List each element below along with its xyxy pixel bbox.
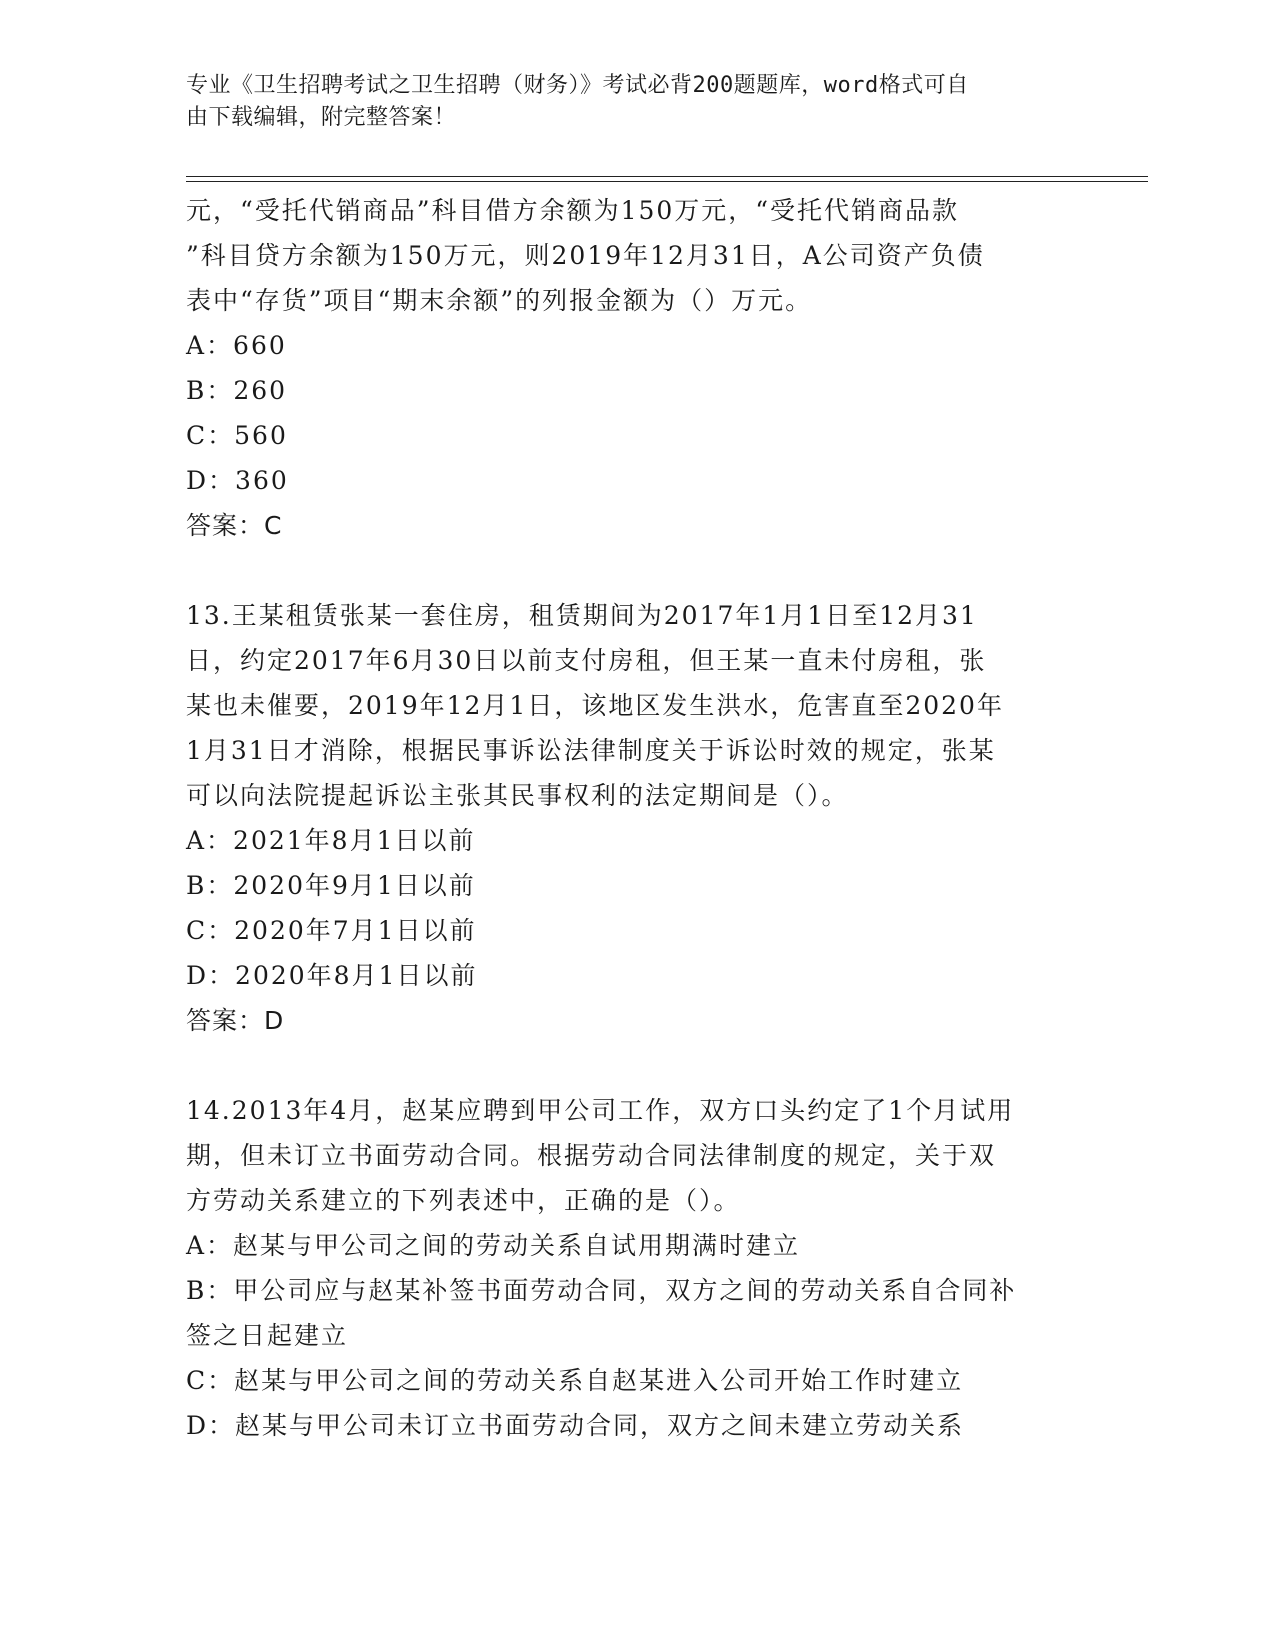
option-a: A：660 (186, 331, 287, 360)
option-a: A：赵某与甲公司之间的劳动关系自试用期满时建立 (186, 1231, 801, 1260)
question-stem-line: ”科目贷方余额为150万元，则2019年12月31日，A公司资产负债 (186, 241, 985, 270)
option-b: B：260 (186, 376, 288, 405)
option-d: D：2020年8月1日以前 (186, 961, 478, 990)
document-body (186, 188, 1066, 1448)
question-12 (186, 188, 1066, 548)
question-stem-line: 方劳动关系建立的下列表述中，正确的是（）。 (186, 1186, 741, 1215)
spacer (186, 1043, 1066, 1088)
option-a: A：2021年8月1日以前 (186, 826, 476, 855)
question-stem-line: 表中“存货”项目“期末余额”的列报金额为（）万元。 (186, 286, 813, 315)
question-stem-line: 日，约定2017年6月30日以前支付房租，但王某一直未付房租，张 (186, 646, 987, 675)
question-stem-line: 元，“受托代销商品”科目借方余额为150万元，“受托代销商品款 (186, 196, 960, 225)
option-b: B：甲公司应与赵某补签书面劳动合同，双方之间的劳动关系自合同补 (186, 1276, 1017, 1305)
question-14 (186, 1088, 1066, 1448)
page-header (186, 70, 1066, 134)
question-stem-line: 13.王某租赁张某一套住房，租赁期间为2017年1月1日至12月31 (186, 601, 978, 630)
header-title-line-2: 由下载编辑，附完整答案！ (186, 105, 457, 130)
answer-line: 答案：C (186, 511, 283, 540)
option-c: C：560 (186, 421, 288, 450)
option-b-continued: 签之日起建立 (186, 1321, 349, 1350)
question-stem-line: 14.2013年4月，赵某应聘到甲公司工作，双方口头约定了1个月试用 (186, 1096, 1015, 1125)
question-13 (186, 593, 1066, 1043)
option-b: B：2020年9月1日以前 (186, 871, 476, 900)
answer-line: 答案：D (186, 1006, 285, 1035)
question-stem-line: 某也未催要，2019年12月1日，该地区发生洪水，危害直至2020年 (186, 691, 1004, 720)
question-stem-line: 可以向法院提起诉讼主张其民事权利的法定期间是（）。 (186, 781, 849, 810)
question-stem-line: 1月31日才消除，根据民事诉讼法律制度关于诉讼时效的规定，张某 (186, 736, 996, 765)
option-c: C：2020年7月1日以前 (186, 916, 477, 945)
option-c: C：赵某与甲公司之间的劳动关系自赵某进入公司开始工作时建立 (186, 1366, 964, 1395)
header-divider (186, 176, 1148, 182)
spacer (186, 548, 1066, 593)
question-stem-line: 期，但未订立书面劳动合同。根据劳动合同法律制度的规定，关于双 (186, 1141, 997, 1170)
option-d: D：赵某与甲公司未订立书面劳动合同，双方之间未建立劳动关系 (186, 1411, 965, 1440)
header-title-line-1: 专业《卫生招聘考试之卫生招聘（财务）》考试必背200题题库，word格式可自 (186, 73, 969, 98)
option-d: D：360 (186, 466, 289, 495)
